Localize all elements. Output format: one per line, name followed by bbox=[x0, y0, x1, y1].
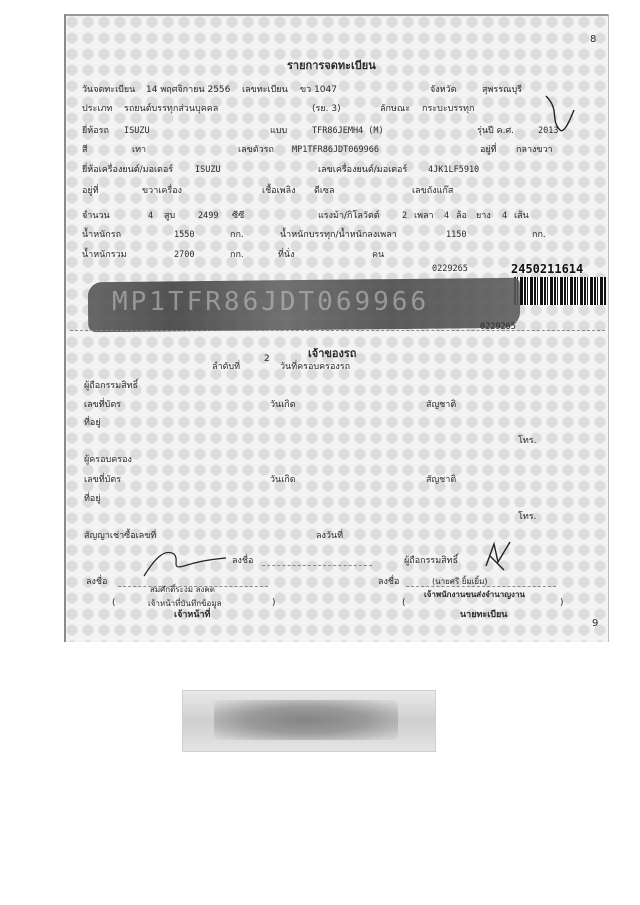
seats-label: ที่นั่ง bbox=[278, 250, 295, 260]
owner-address-label: ที่อยู่ bbox=[84, 418, 101, 428]
load-unit: กก. bbox=[532, 230, 546, 240]
load-value: 1150 bbox=[446, 230, 467, 240]
seq-label: ลำดับที่ bbox=[212, 362, 241, 372]
sign-owner-role: ผู้ถือกรรมสิทธิ์ bbox=[404, 556, 459, 566]
model-label: แบบ bbox=[270, 126, 288, 136]
date-label: วันจดทะเบียน bbox=[82, 85, 136, 95]
chassis-label: เลขตัวรถ bbox=[238, 145, 274, 155]
divider bbox=[70, 330, 605, 331]
tires-value: 4 bbox=[502, 211, 508, 221]
sign-label-3: ลงชื่อ bbox=[378, 577, 400, 587]
type-value: รถยนต์บรรทุกส่วนบุคคล bbox=[124, 104, 219, 114]
possession-date-label: วันที่ครอบครองรถ bbox=[280, 362, 351, 372]
type-label: ประเภท bbox=[82, 104, 113, 114]
registrar-title: เจ้าพนักงานขนส่งจำนาญงาน bbox=[424, 590, 525, 599]
load-label: น้ำหนักบรรทุก/น้ำหนักลงเพลา bbox=[280, 230, 397, 240]
date-value: 14 พฤศจิกายน 2556 bbox=[146, 85, 231, 95]
year-label: รุ่นปี ค.ศ. bbox=[477, 126, 515, 136]
sign-label-2: ลงชื่อ bbox=[86, 577, 108, 587]
cylinders-value: 4 bbox=[148, 211, 154, 221]
margin-signature bbox=[540, 90, 580, 140]
possessor-label: ผู้ครอบครอง bbox=[84, 455, 132, 465]
officer-role: เจ้าหน้าที่ bbox=[174, 610, 211, 620]
owner-tel-label: โทร. bbox=[518, 436, 537, 446]
axles-value: 2 bbox=[402, 211, 408, 221]
engine-loc-label: อยู่ที่ bbox=[82, 186, 99, 196]
fuel-value: ดีเซล bbox=[314, 186, 335, 196]
officer-name: สมศักดิ์ระงม ลงคต bbox=[150, 585, 215, 594]
paren-close-2: ) bbox=[560, 598, 564, 608]
wheels-value: 4 bbox=[444, 211, 450, 221]
owner-id-label: เลขที่บัตร bbox=[84, 400, 122, 410]
possessor-id-label: เลขที่บัตร bbox=[84, 475, 122, 485]
engine-loc-value: ขวาเครื่อง bbox=[142, 186, 182, 196]
owner-nationality-label: สัญชาติ bbox=[426, 400, 457, 410]
contract-date-label: ลงวันที่ bbox=[316, 531, 344, 541]
barcode bbox=[514, 277, 606, 305]
reg-no-value: ขว 1047 bbox=[300, 85, 337, 95]
location-value: กลางขวา bbox=[516, 145, 553, 155]
registrar-name: (นายศรี ยิ้มเยิ้ม) bbox=[432, 577, 488, 586]
seq-value: 2 bbox=[264, 354, 270, 364]
tires-unit: เส้น bbox=[514, 211, 529, 221]
owner-heading: เจ้าของรถ bbox=[308, 347, 357, 360]
province-value: สุพรรณบุรี bbox=[482, 85, 522, 95]
paren-open-2: ( bbox=[402, 598, 406, 608]
doc-number: 0229265 bbox=[432, 264, 468, 274]
sign-line-1 bbox=[262, 565, 372, 566]
color-label: สี bbox=[82, 145, 88, 155]
registrar-role: นายทะเบียน bbox=[460, 610, 508, 620]
smudged-chassis-text: MP1TFR86JDT069966 bbox=[112, 287, 430, 317]
paren-close-1: ) bbox=[272, 598, 276, 608]
gas-tank-label: เลขถังแก๊ส bbox=[412, 186, 454, 196]
engine-no-value: 4JK1LF5910 bbox=[428, 165, 480, 175]
document-title: รายการจดทะเบียน bbox=[287, 59, 376, 72]
sheet-edge-top bbox=[64, 14, 609, 16]
tape-rubbing bbox=[214, 700, 398, 740]
sheet-edge-left bbox=[64, 14, 66, 642]
reg-no-label: เลขทะเบียน bbox=[242, 85, 288, 95]
doc-number-2: 0229265 bbox=[480, 322, 516, 332]
axles-label: เพลา bbox=[414, 211, 434, 221]
brand-label: ยี่ห้อรถ bbox=[82, 126, 109, 136]
seats-unit: คน bbox=[372, 250, 385, 260]
sign-label-1: ลงชื่อ bbox=[232, 556, 254, 566]
page-number-top: 8 bbox=[590, 34, 597, 45]
cc-label: ซีซี bbox=[232, 211, 245, 221]
owner-birth-label: วันเกิด bbox=[270, 400, 296, 410]
year-value: 2013 bbox=[538, 126, 559, 136]
possessor-address-label: ที่อยู่ bbox=[84, 494, 101, 504]
gross-label: น้ำหนักรวม bbox=[82, 250, 127, 260]
page-number-bottom: 9 bbox=[592, 618, 599, 629]
gross-value: 2700 bbox=[174, 250, 195, 260]
province-label: จังหวัด bbox=[430, 85, 457, 95]
owner-label: ผู้ถือกรรมสิทธิ์ bbox=[84, 381, 139, 391]
gross-unit: กก. bbox=[230, 250, 244, 260]
power-label: แรงม้า/กิโลวัตต์ bbox=[318, 211, 380, 221]
weight-label: น้ำหนักรถ bbox=[82, 230, 122, 240]
possessor-birth-label: วันเกิด bbox=[270, 475, 296, 485]
type-code: (รย. 3) bbox=[312, 104, 341, 114]
possessor-tel-label: โทร. bbox=[518, 512, 537, 522]
weight-unit: กก. bbox=[230, 230, 244, 240]
weight-value: 1550 bbox=[174, 230, 195, 240]
style-label: ลักษณะ bbox=[380, 104, 411, 114]
officer-title: เจ้าหน้าที่บันทึกข้อมูล bbox=[148, 599, 222, 608]
location-label: อยู่ที่ bbox=[480, 145, 497, 155]
tires-label: ยาง bbox=[476, 211, 491, 221]
chassis-value: MP1TFR86JDT069966 bbox=[292, 145, 379, 155]
barcode-number: 2450211614 bbox=[511, 262, 584, 276]
sheet-edge-right bbox=[608, 14, 609, 642]
model-value: TFR86JEMH4 (M) bbox=[312, 126, 384, 136]
possessor-nationality-label: สัญชาติ bbox=[426, 475, 457, 485]
engine-no-label: เลขเครื่องยนต์/มอเตอร์ bbox=[318, 165, 408, 175]
cc-value: 2499 bbox=[198, 211, 219, 221]
engine-brand-label: ยี่ห้อเครื่องยนต์/มอเตอร์ bbox=[82, 165, 174, 175]
wheels-label: ล้อ bbox=[456, 211, 467, 221]
paren-open-1: ( bbox=[112, 598, 116, 608]
engine-brand-value: ISUZU bbox=[195, 165, 221, 175]
fuel-label: เชื้อเพลิง bbox=[262, 186, 296, 196]
officer-signature bbox=[140, 540, 230, 580]
contract-label: สัญญาเช่าซื้อเลขที่ bbox=[84, 531, 157, 541]
color-value: เทา bbox=[132, 145, 147, 155]
cyl-label: สูบ bbox=[164, 211, 176, 221]
style-value: กระบะบรรทุก bbox=[422, 104, 475, 114]
count-label: จำนวน bbox=[82, 211, 110, 221]
registrar-signature bbox=[480, 536, 520, 576]
brand-value: ISUZU bbox=[124, 126, 150, 136]
